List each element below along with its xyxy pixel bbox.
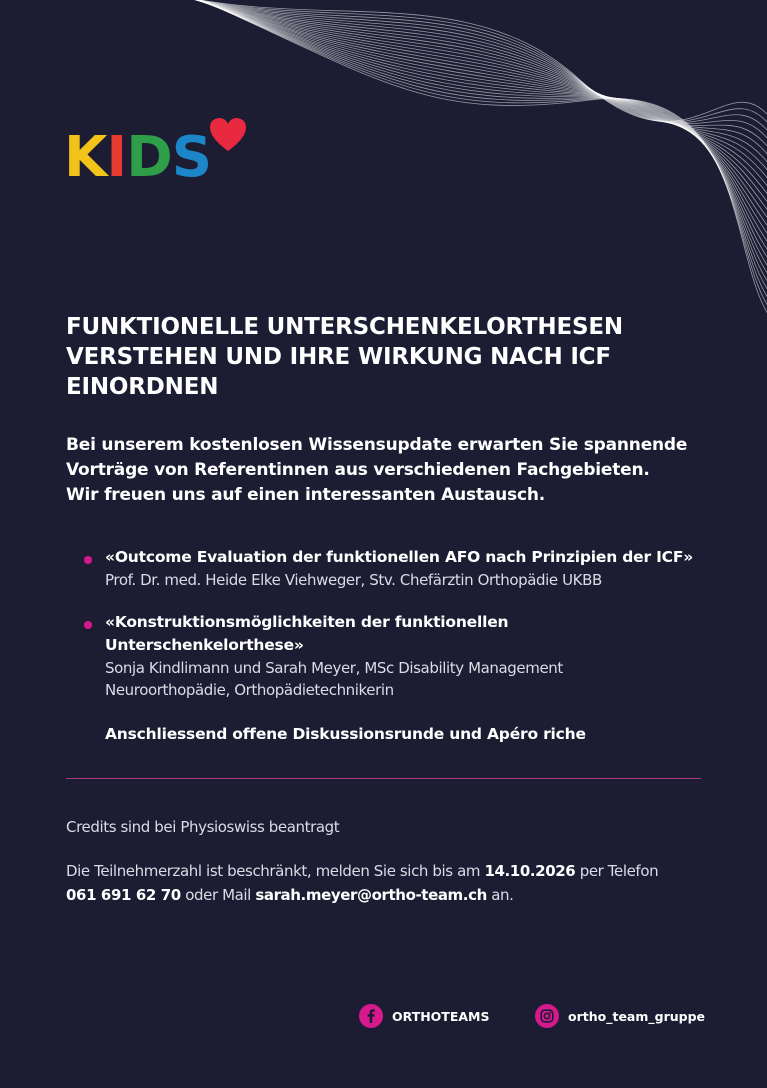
- bullet-icon: [84, 621, 92, 629]
- intro-line: Bei unserem kostenlosen Wissensupdate erwarten Sie spannende: [66, 435, 688, 455]
- bullet-icon: [84, 556, 92, 564]
- talk-list: [84, 546, 724, 721]
- talk-speaker: Prof. Dr. med. Heide Elke Viehweger, Stv. Chefärztin Orthopädie UKBB: [105, 571, 602, 589]
- heart-icon: [210, 118, 246, 152]
- instagram-handle: ortho_team_gruppe: [568, 1008, 706, 1024]
- intro-line: Vorträge von Referentinnen aus verschiedenen Fachgebieten.: [66, 460, 650, 480]
- wave-line: [190, 0, 767, 272]
- wave-line: [175, 0, 767, 122]
- talk-title: «Konstruktionsmöglichkeiten der funktionellen: [105, 613, 509, 631]
- wave-line: [179, 0, 767, 160]
- instagram-icon: [535, 1004, 559, 1028]
- wave-line: [188, 0, 767, 248]
- registration-text: per Telefon: [575, 862, 659, 880]
- wave-line: [191, 0, 767, 280]
- wave-line: [178, 0, 767, 152]
- wave-line: [186, 0, 767, 232]
- talk-speaker: Neuroorthopädie, Orthopädietechnikerin: [105, 681, 394, 699]
- registration-info: [66, 859, 716, 907]
- logo-letter-k: K: [64, 125, 107, 190]
- phone-number[interactable]: 061 691 62 70: [66, 886, 181, 904]
- registration-date: 14.10.2026: [484, 862, 576, 880]
- wave-line: [192, 0, 767, 288]
- wave-line: [182, 0, 767, 192]
- logo-letter-s: S: [171, 125, 212, 190]
- wave-line: [185, 0, 767, 216]
- talk-item: [84, 611, 724, 701]
- talk-item: [84, 546, 724, 591]
- wave-line: [181, 0, 767, 176]
- event-headline: [66, 312, 706, 402]
- facebook-link[interactable]: [359, 1004, 490, 1028]
- intro-text: [66, 433, 726, 508]
- wave-line: [195, 0, 767, 320]
- wave-line: [183, 0, 767, 200]
- divider: [66, 778, 701, 779]
- closing-note: Anschliessend offene Diskussionsrunde und Apéro riche: [105, 725, 586, 743]
- talk-speaker: Sonja Kindlimann und Sarah Meyer, MSc Disability Management: [105, 659, 563, 677]
- wave-line: [187, 0, 767, 240]
- headline-line: FUNKTIONELLE UNTERSCHENKELORTHESEN: [66, 314, 623, 340]
- wave-line: [184, 0, 767, 208]
- logo-letter-i: I: [106, 125, 127, 190]
- wave-line: [193, 0, 767, 304]
- credits-note: Credits sind bei Physioswiss beantragt: [66, 818, 340, 836]
- wave-line: [177, 0, 767, 136]
- facebook-handle: ORTHOTEAMS: [392, 1008, 490, 1024]
- wave-line: [180, 0, 767, 168]
- headline-line: VERSTEHEN UND IHRE WIRKUNG NACH ICF: [66, 344, 611, 370]
- wave-line: [193, 0, 767, 296]
- talk-title: Unterschenkelorthese»: [105, 636, 304, 654]
- wave-line: [176, 0, 767, 128]
- wave-line: [185, 0, 767, 224]
- headline-line: EINORDNEN: [66, 374, 219, 400]
- wave-line: [189, 0, 767, 264]
- kids-logo: [64, 120, 212, 190]
- email-link[interactable]: sarah.meyer@ortho-team.ch: [255, 886, 487, 904]
- wave-line: [177, 0, 767, 144]
- wave-line: [181, 0, 767, 184]
- logo-letter-d: D: [126, 125, 172, 190]
- talk-title: «Outcome Evaluation der funktionellen AFO nach Prinzipien der ICF»: [105, 548, 694, 566]
- registration-text: an.: [486, 886, 514, 904]
- wave-line: [194, 0, 767, 312]
- intro-line: Wir freuen uns auf einen interessanten Austausch.: [66, 485, 546, 505]
- instagram-link[interactable]: [535, 1004, 705, 1028]
- registration-text: Die Teilnehmerzahl ist beschränkt, melden Sie sich bis am: [66, 862, 485, 880]
- registration-text: oder Mail: [180, 886, 256, 904]
- wave-line: [189, 0, 767, 256]
- facebook-icon: [359, 1004, 383, 1028]
